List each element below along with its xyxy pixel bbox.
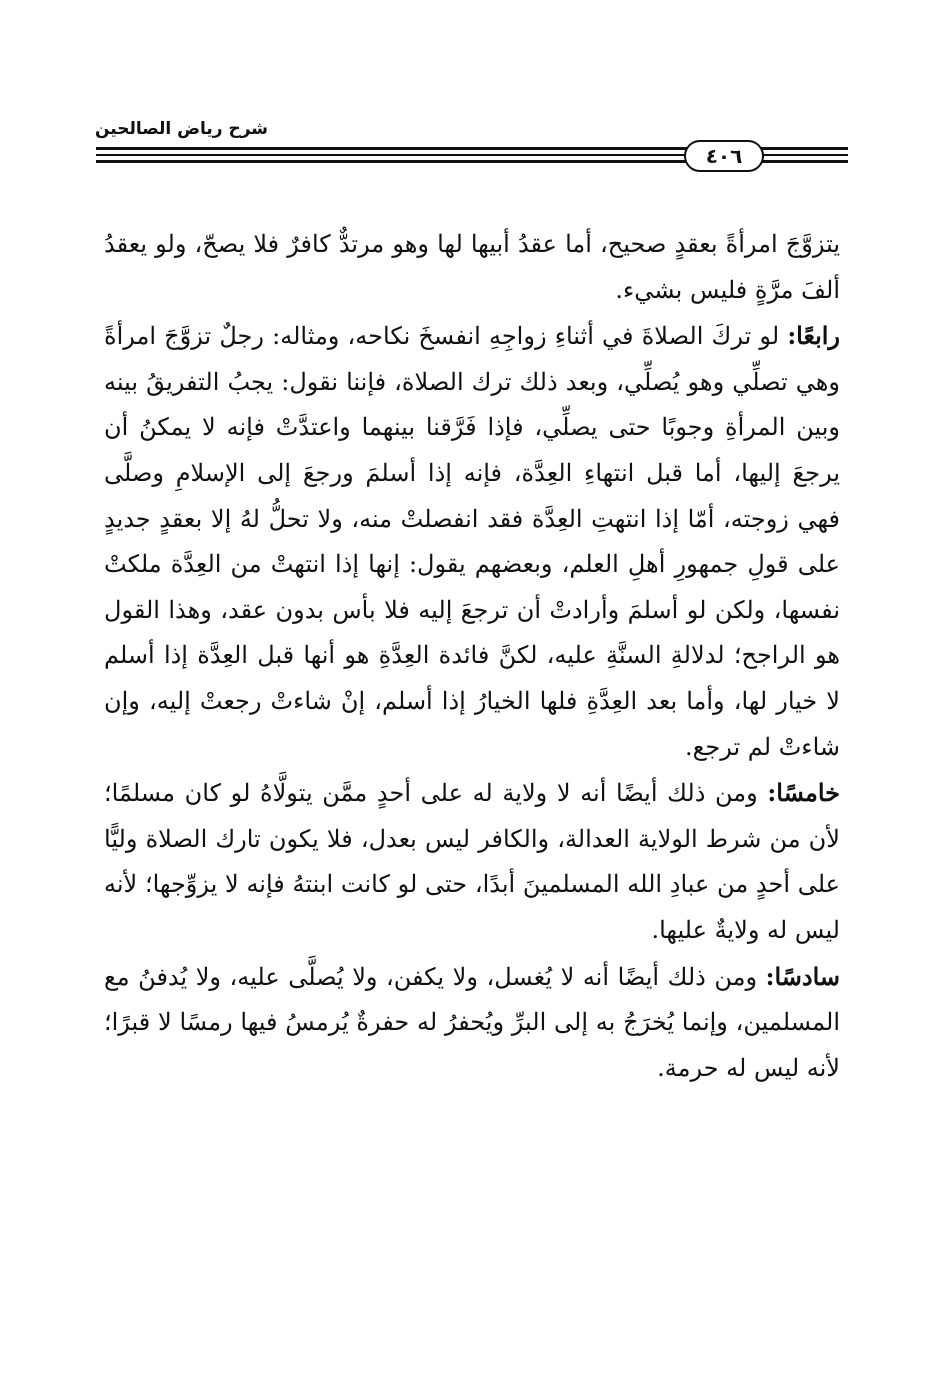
paragraph-fourth xyxy=(104,313,840,770)
paragraph-label: رابعًا: xyxy=(787,321,840,351)
page-body xyxy=(104,222,840,1091)
paragraph-fifth xyxy=(104,770,840,953)
paragraph-sixth xyxy=(104,954,840,1092)
paragraph-text: ومن ذلك أيضًا أنه لا يُغسل، ولا يكفن، ولا يُصلَّى عليه، ولا يُدفنُ مع المسلمين، وإنما يُخرَجُ به إلى البرِّ ويُحفرُ له حفرةٌ يُرمسُ فيها رمسًا لا قبرًا؛ لأنه ليس له حرمة. xyxy=(104,962,840,1082)
paragraph-label: سادسًا: xyxy=(765,961,840,991)
running-header-title: شرح رياض الصالحين xyxy=(95,119,269,139)
paragraph-text: ومن ذلك أيضًا أنه لا ولاية له على أحدٍ ممَّن يتولَّاهُ لو كان مسلمًا؛ لأن من شرط الولاية العدالة، والكافر ليس بعدل، فلا يكون تارك الصلاة وليًّا على أحدٍ من عبادِ الله المسلمينَ أبدًا، حتى لو كانت ابنتهُ فإنه لا يزوِّجها؛ لأنه ليس له ولايةٌ عليها. xyxy=(104,779,840,944)
paragraph-continuation xyxy=(104,222,840,313)
paragraph-text: يتزوَّجَ امرأةً بعقدٍ صحيح، أما عقدُ أبيها لها وهو مرتدٌّ كافرٌ فلا يصحّ، ولو يعقدُ ألفَ مرَّةٍ فليس بشيء. xyxy=(104,230,840,304)
page-number: ٤٠٦ xyxy=(684,140,764,172)
paragraph-label: خامسًا: xyxy=(767,778,840,808)
paragraph-text: لو تركَ الصلاةَ في أثناءِ زواجِهِ انفسخَ نكاحه، ومثاله: رجلٌ تزوَّجَ امرأةً وهي تصلِّي وهو يُصلِّي، وبعد ذلك ترك الصلاة، فإننا نقول: يجبُ التفريقُ بينه وبين المرأةِ وجوبًا حتى يصلِّي، فإذا فَرَّقنا بينهما واعتدَّتْ فإنه لا يمكنُ أن يرجعَ إليها، أما قبل انتهاءِ العِدَّة، فإنه إذا أسلمَ ورجعَ إلى الإسلامِ وصلَّى فهي زوجته، أمّا إذا انتهتِ العِدَّة فقد انفصلتْ منه، ولا تحلُّ لهُ إلا بعقدٍ جديدٍ على قولِ جمهورِ أهلِ العلم، وبعضهم يقول: إنها إذا انتهتْ من العِدَّة ملكتْ نفسها، ولكن لو أسلمَ وأرادتْ أن ترجعَ إليه فلا بأس بدون عقد، وهذا القول هو الراجح؛ لدلالةِ السنَّةِ عليه، لكنَّ فائدة العِدَّةِ هو أنها قبل العِدَّة إذا أسلم لا خيار لها، وأما بعد العِدَّةِ فلها الخيارُ إذا أسلم، إنْ شاءتْ رجعتْ إليه، وإن شاءتْ لم ترجع. xyxy=(104,322,840,761)
